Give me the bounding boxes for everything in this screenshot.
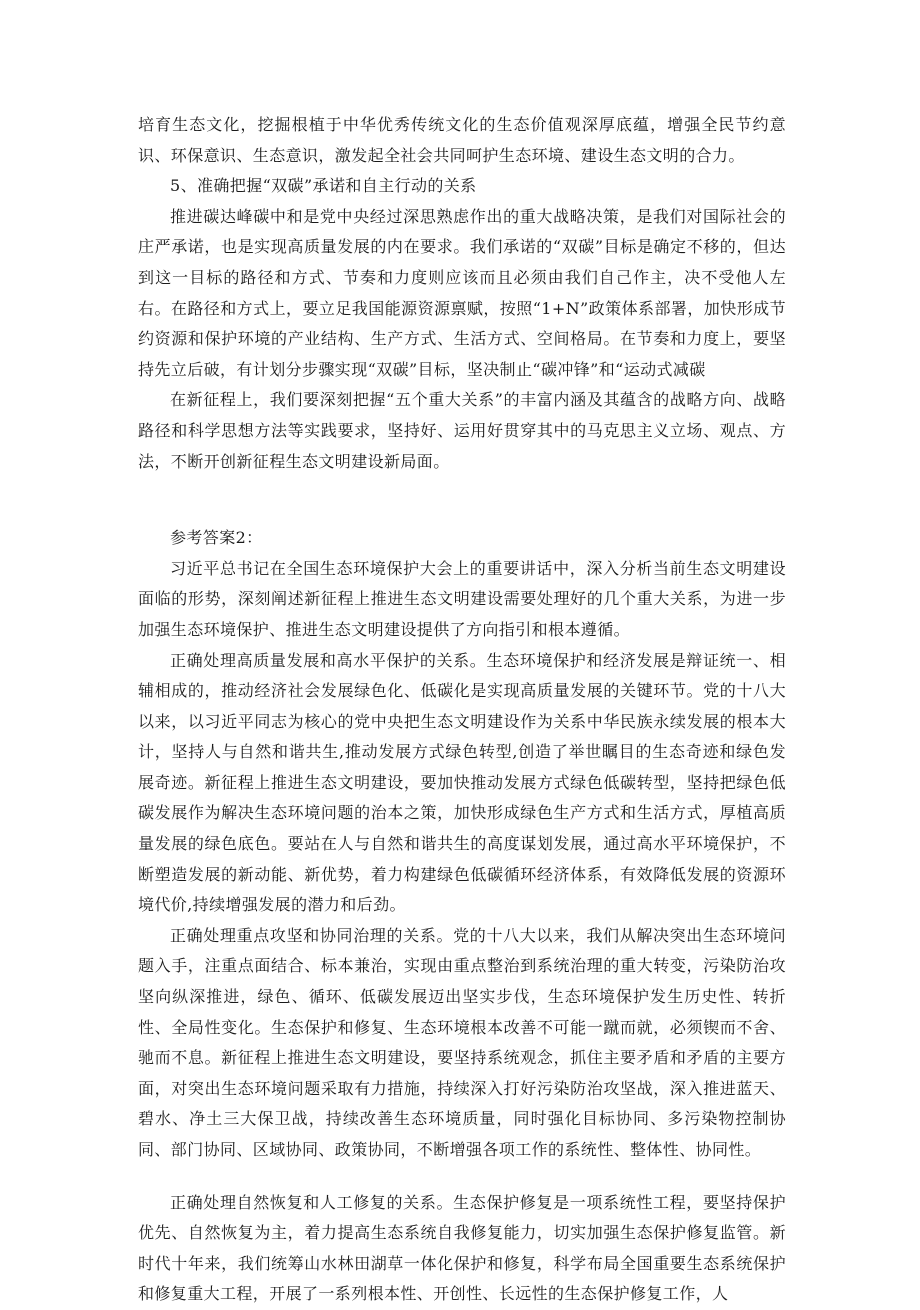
section-heading-dual-carbon: 5、准确把握“双碳”承诺和自主行动的关系 [170, 176, 477, 196]
paragraph-quality-development: 正确处理高质量发展和高水平保护的关系。生态环境保护和经济发展是辩证统一、相辅相成的，推动经济社会发展绿色化、低碳化是实现高质量发展的关键环节。党的十八大以来，以习近平同志为核心的党中央把生态文明建设作为关系中华民族永续发展的根本大计，坚持人与自然和谐共生,推动发展方式绿色转型,创造了举世瞩目的生态奇迹和绿色发展奇迹。新征程上推进生态文明建设，要加快推动发展方式绿色低碳转型，坚持把绿色低碳发展作为解决生态环境问题的治本之策，加快形成绿色生产方式和生活方式，厚植高质量发展的绿色底色。要站在人与自然和谐共生的高度谋划发展，通过高水平环境保护，不断塑造发展的新动能、新优势，着力构建绿色低碳循环经济体系，有效降低发展的资源环境代价,持续增强发展的潜力和后劲。 [138, 650, 786, 915]
blank-gap [138, 477, 786, 523]
paragraph-natural-recovery: 正确处理自然恢复和人工修复的关系。生态保护修复是一项系统性工程，要坚持保护优先、自然恢复为主，着力提高生态系统自我修复能力，切实加强生态保护修复监管。新时代十年来，我们统筹山水林田湖草一体化保护和修复，科学布局全国重要生态系统保护和修复重大工程，开展了一系列根本性、开创性、长远性的生态保护修复工作，人 [138, 1192, 786, 1304]
paragraph-intro-speech: 习近平总书记在全国生态环境保护大会上的重要讲话中，深入分析当前生态文明建设面临的形势，深刻阐述新征程上推进生态文明建设需要处理好的几个重大关系，为进一步加强生态环境保护、推进生态文明建设提供了方向指引和根本遵循。 [138, 558, 786, 639]
paragraph-key-tasks-coordination: 正确处理重点攻坚和协同治理的关系。党的十八大以来，我们从解决突出生态环境问题入手，注重点面结合、标本兼治，实现由重点整治到系统治理的重大转变，污染防治攻坚向纵深推进，绿色、循环、低碳发展迈出坚实步伐，生态环境保护发生历史性、转折性、全局性变化。生态保护和修复、生态环境根本改善不可能一蹴而就，必须锲而不舍、驰而不息。新征程上推进生态文明建设，要坚持系统观念，抓住主要矛盾和矛盾的主要方面，对突出生态环境问题采取有力措施，持续深入打好污染防治攻坚战，深入推进蓝天、碧水、净土三大保卫战，持续改善生态环境质量，同时强化目标协同、多污染物控制协同、部门协同、区域协同、政策协同，不断增强各项工作的系统性、整体性、协同性。 [138, 925, 786, 1159]
reference-answer-2-heading: 参考答案2： [170, 528, 263, 548]
paragraph-carbon-peak: 推进碳达峰碳中和是党中央经过深思熟虑作出的重大战略决策，是我们对国际社会的庄严承诺，也是实现高质量发展的内在要求。我们承诺的“双碳”目标是确定不移的，但达到这一目标的路径和方式、节奏和力度则应该而且必须由我们自己作主，决不受他人左右。在路径和方式上，要立足我国能源资源禀赋，按照“1+N”政策体系部署，加快形成节约资源和保护环境的产业结构、生产方式、生活方式、空间格局。在节奏和力度上，要坚持先立后破，有计划分步骤实现“双碳”目标，坚决制止“碳冲锋”和“运动式减碳 [138, 206, 786, 379]
document-body [138, 110, 786, 1310]
paragraph-ecological-culture: 培育生态文化，挖掘根植于中华优秀传统文化的生态价值观深厚底蕴，增强全民节约意识、环保意识、生态意识，激发起全社会共同呵护生态环境、建设生态文明的合力。 [138, 115, 786, 165]
paragraph-five-relations-summary: 在新征程上，我们要深刻把握“五个重大关系”的丰富内涵及其蕴含的战略方向、战略路径和科学思想方法等实践要求，坚持好、运用好贯穿其中的马克思主义立场、观点、方法，不断开创新征程生态文明建设新局面。 [138, 390, 786, 471]
blank-gap-2 [138, 1166, 786, 1188]
